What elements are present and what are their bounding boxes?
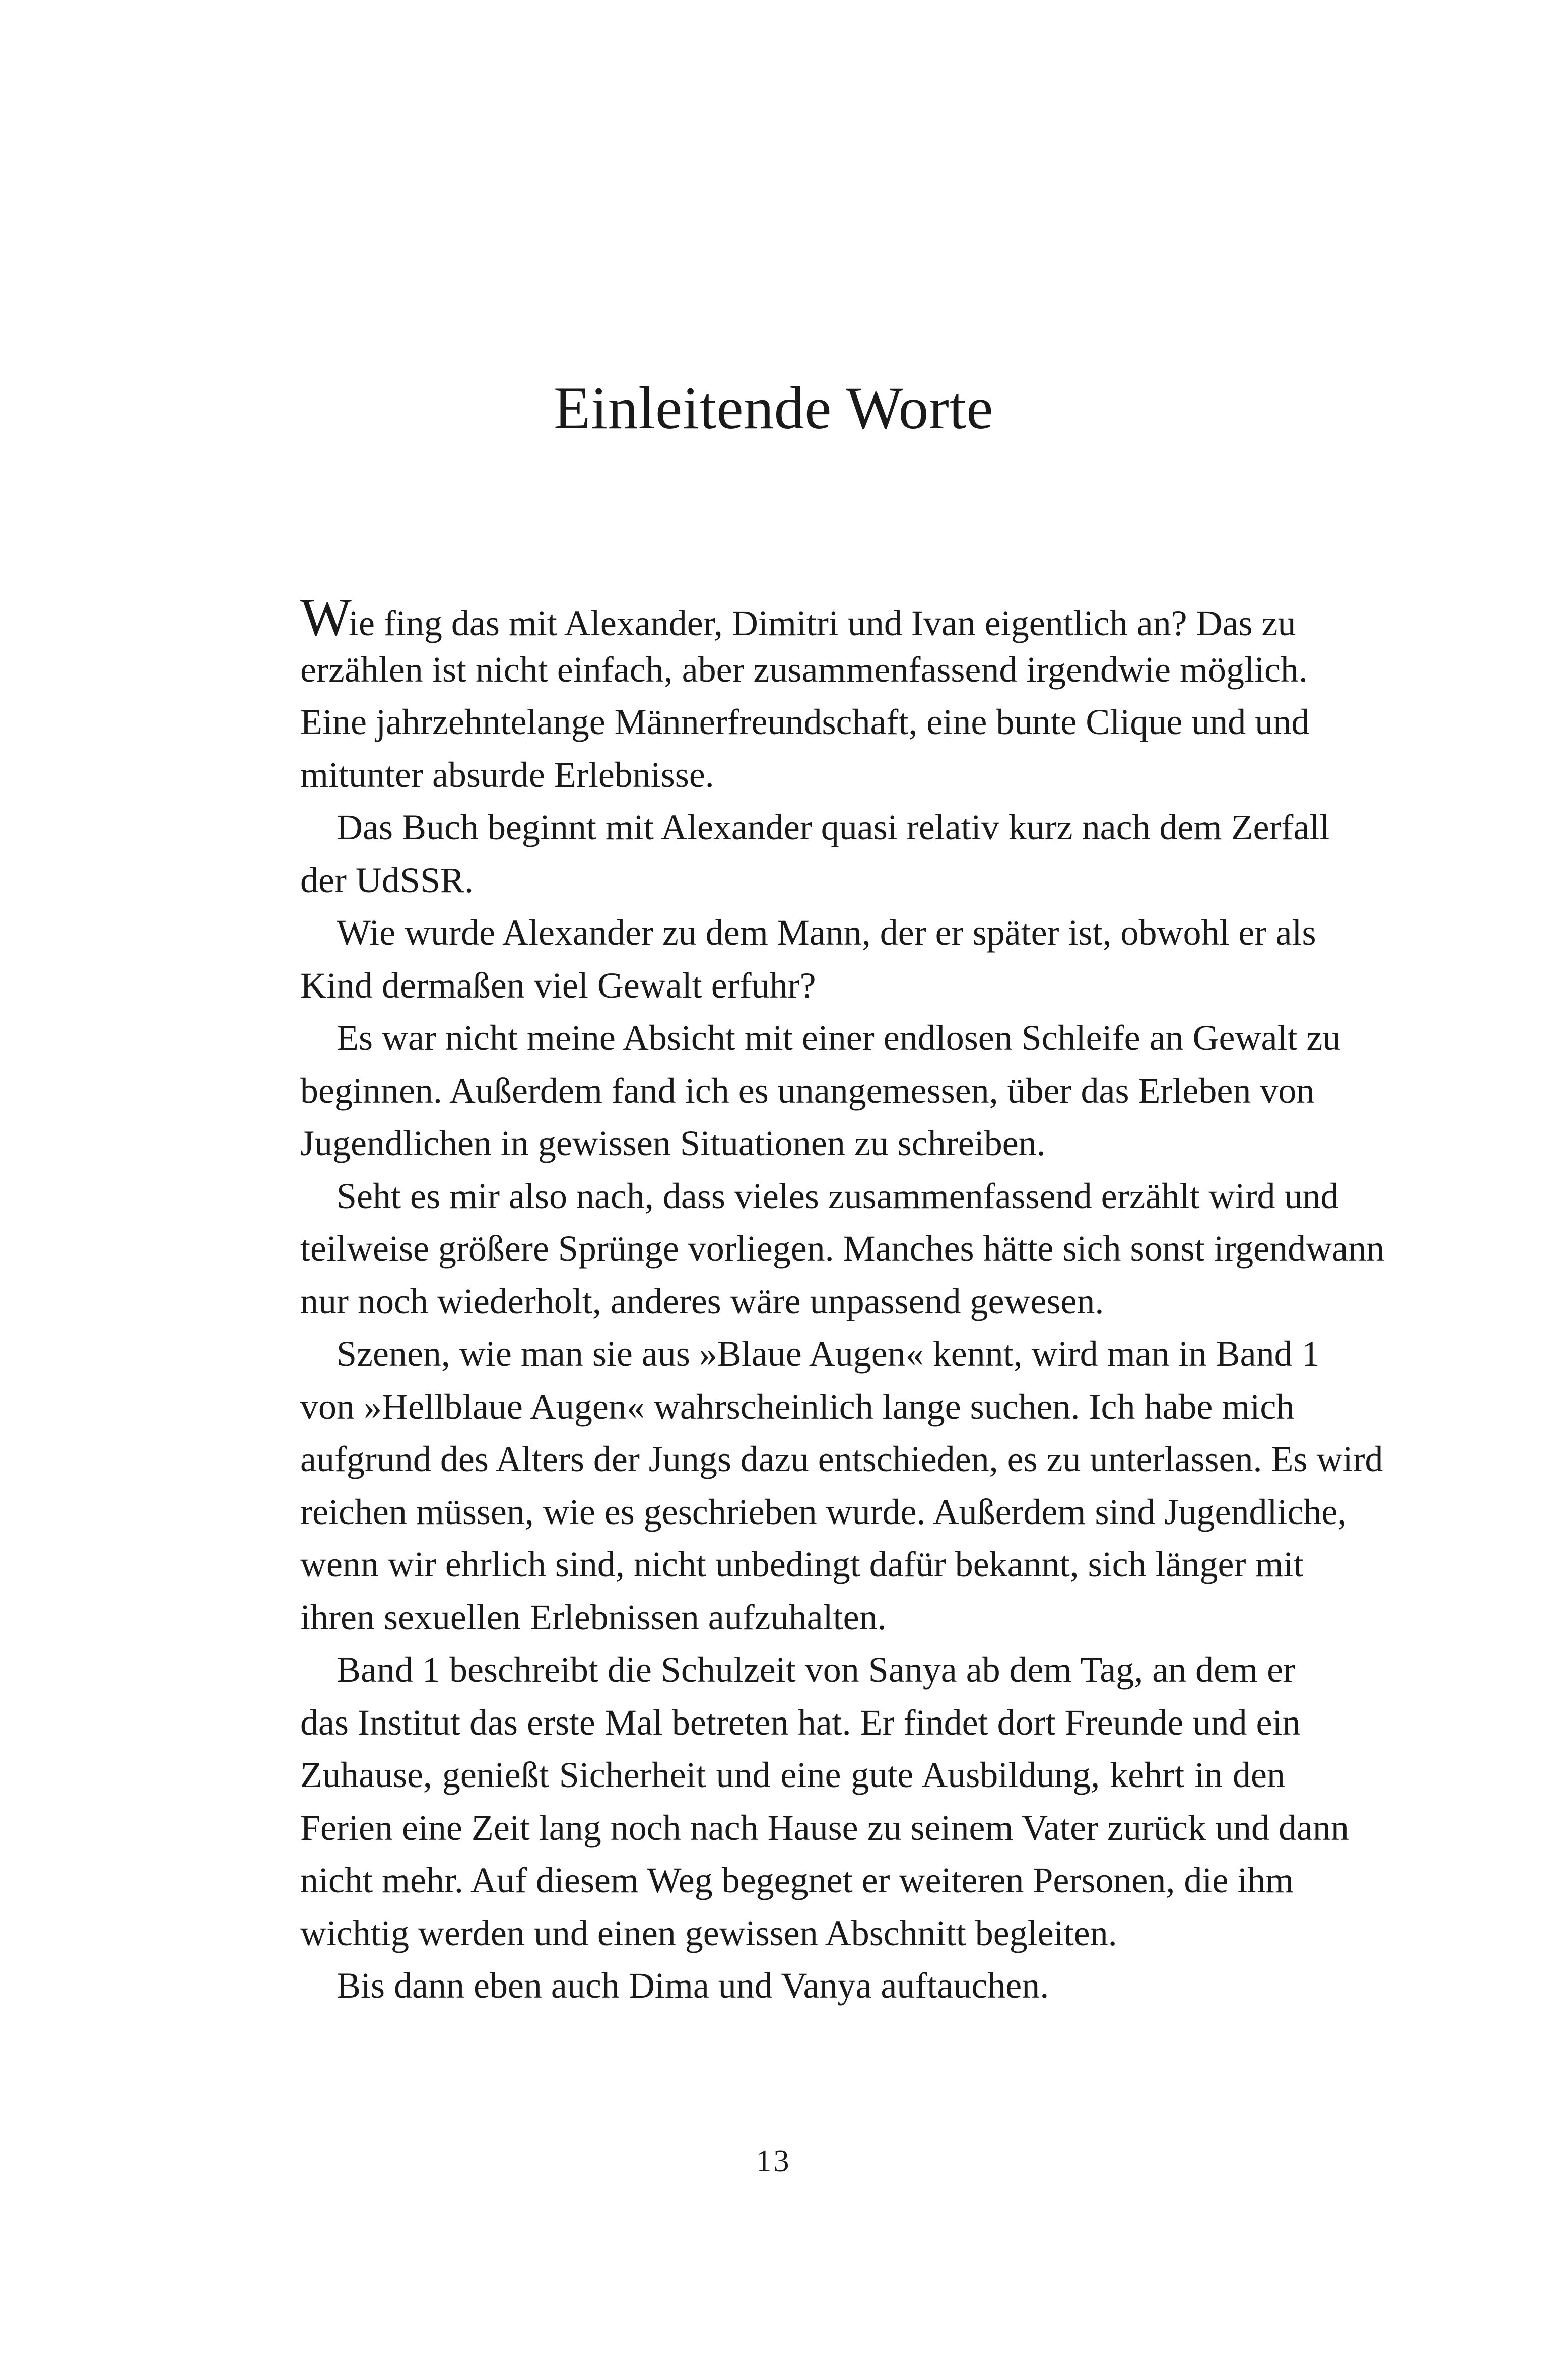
text-line bbox=[300, 587, 1296, 647]
text-line: Seht es mir also nach, dass vieles zusammenfassend erzählt wird und bbox=[337, 1175, 1339, 1216]
text-line: Wie wurde Alexander zu dem Mann, der er später ist, obwohl er als bbox=[337, 912, 1316, 953]
text-line: reichen müssen, wie es geschrieben wurde. Außerdem sind Jugendliche, bbox=[300, 1491, 1347, 1532]
text-line: von »Hellblaue Augen« wahrscheinlich lange suchen. Ich habe mich bbox=[300, 1386, 1295, 1427]
text-line: Zuhause, genießt Sicherheit und eine gute Ausbildung, kehrt in den bbox=[300, 1755, 1285, 1795]
text-line: Band 1 beschreibt die Schulzeit von Sanya ab dem Tag, an dem er bbox=[337, 1649, 1296, 1690]
text-line: Ferien eine Zeit lang noch nach Hause zu seinem Vater zurück und dann bbox=[300, 1807, 1349, 1848]
text-line: Szenen, wie man sie aus »Blaue Augen« kennt, wird man in Band 1 bbox=[337, 1334, 1320, 1374]
body-text bbox=[300, 587, 1385, 2012]
text-line: Es war nicht meine Absicht mit einer endlosen Schleife an Gewalt zu bbox=[337, 1018, 1341, 1058]
initial-letter: W bbox=[300, 587, 349, 647]
text-line: nicht mehr. Auf diesem Weg begegnet er weiteren Personen, die ihm bbox=[300, 1860, 1294, 1900]
text-line: das Institut das erste Mal betreten hat. Er findet dort Freunde und ein bbox=[300, 1702, 1301, 1743]
text-line: beginnen. Außerdem fand ich es unangemessen, über das Erleben von bbox=[300, 1070, 1315, 1111]
text-line: der UdSSR. bbox=[300, 860, 474, 900]
text-line: Das Buch beginnt mit Alexander quasi relativ kurz nach dem Zerfall bbox=[337, 807, 1330, 847]
text-line: wenn wir ehrlich sind, nicht unbedingt dafür bekannt, sich länger mit bbox=[300, 1544, 1304, 1584]
chapter-title: Einleitende Worte bbox=[554, 374, 993, 441]
page-number: 13 bbox=[756, 2144, 791, 2178]
text-line: erzählen ist nicht einfach, aber zusammenfassend irgendwie möglich. bbox=[300, 649, 1308, 690]
text-line: Bis dann eben auch Dima und Vanya auftauchen. bbox=[337, 1965, 1049, 2006]
text-line: aufgrund des Alters der Jungs dazu entschieden, es zu unterlassen. Es wird bbox=[300, 1439, 1383, 1479]
text-line: teilweise größere Sprünge vorliegen. Manches hätte sich sonst irgendwann bbox=[300, 1228, 1385, 1269]
text-line: nur noch wiederholt, anderes wäre unpassend gewesen. bbox=[300, 1281, 1104, 1321]
text-line: wichtig werden und einen gewissen Abschnitt begleiten. bbox=[300, 1912, 1117, 1953]
text-line-rest: ie fing das mit Alexander, Dimitri und Ivan eigentlich an? Das zu bbox=[348, 603, 1296, 643]
text-line: Jugendlichen in gewissen Situationen zu schreiben. bbox=[300, 1123, 1046, 1163]
text-line: Kind dermaßen viel Gewalt erfuhr? bbox=[300, 965, 816, 1006]
text-line: mitunter absurde Erlebnisse. bbox=[300, 754, 714, 795]
text-line: ihren sexuellen Erlebnissen aufzuhalten. bbox=[300, 1597, 887, 1637]
text-line: Eine jahrzehntelange Männerfreundschaft, eine bunte Clique und und bbox=[300, 702, 1310, 742]
